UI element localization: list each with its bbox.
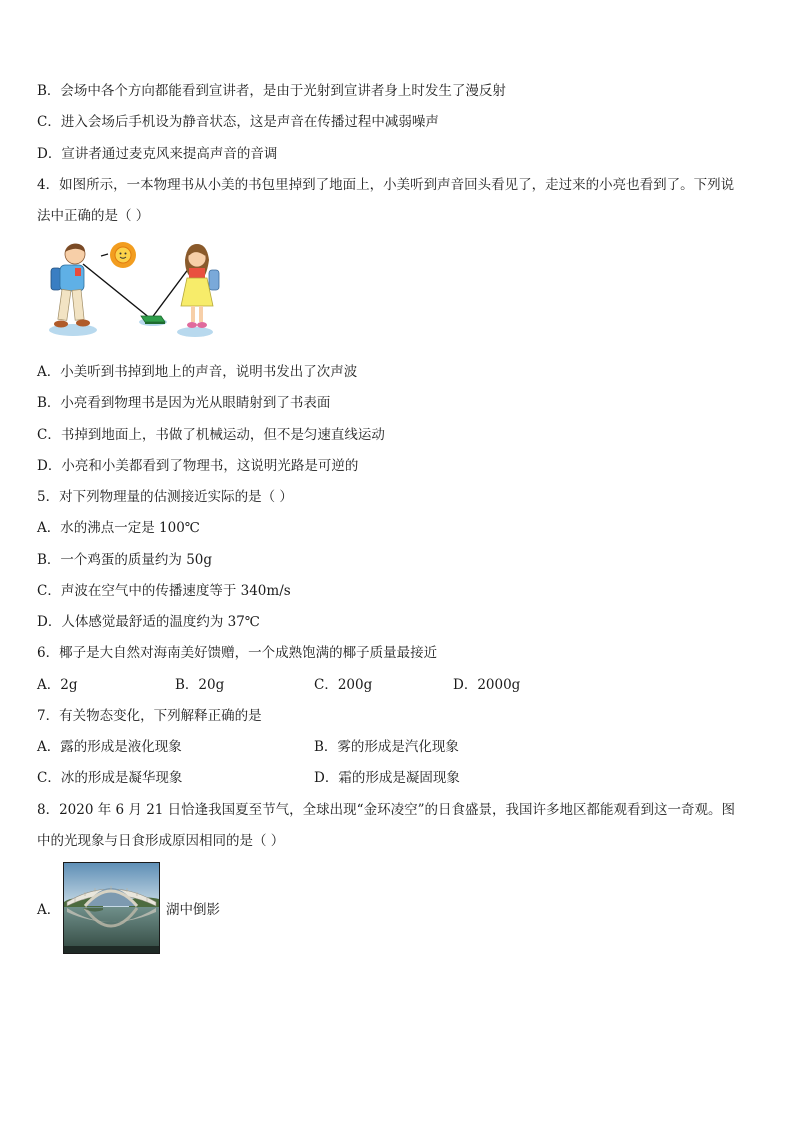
boy-figure	[51, 244, 90, 328]
q7-option-b: B．雾的形成是汽化现象	[314, 739, 459, 755]
q4-illustration	[45, 240, 229, 342]
q7-options-row-1	[37, 737, 761, 757]
q4-stem-line2: 法中正确的是（ ）	[37, 208, 150, 224]
q8-option-a-photo	[63, 862, 160, 954]
q4-option-c: C．书掉到地面上，书做了机械运动，但不是匀速直线运动	[37, 427, 385, 443]
q5-option-c: C．声波在空气中的传播速度等于 340m/s	[37, 583, 291, 599]
q3-option-c: C．进入会场后手机设为静音状态，这是声音在传播过程中减弱噪声	[37, 114, 439, 130]
q4-option-b: B．小亮看到物理书是因为光从眼睛射到了书表面	[37, 395, 331, 411]
q6-option-c: C．200g	[314, 677, 373, 693]
q6-option-a: A．2g	[37, 677, 78, 693]
q4-option-a: A．小美听到书掉到地上的声音，说明书发出了次声波	[37, 364, 358, 380]
q7-option-c: C．冰的形成是凝华现象	[37, 770, 183, 786]
q4-stem-line1: 4．如图所示，一本物理书从小美的书包里掉到了地面上，小美听到声音回头看见了，走过来的小亮也看到了。下列说	[37, 177, 735, 193]
q6-option-d: D．2000g	[453, 677, 521, 693]
q5-option-a: A．水的沸点一定是 100℃	[37, 520, 200, 536]
q6-options-row	[37, 675, 761, 695]
girl-shadow	[177, 327, 213, 337]
q8-stem-line2: 中的光现象与日食形成原因相同的是（ ）	[37, 833, 285, 849]
ray-boy-to-book	[83, 264, 151, 319]
q3-option-b: B．会场中各个方向都能看到宣讲者，是由于光射到宣讲者身上时发生了漫反射	[37, 83, 506, 99]
q4-option-d: D．小亮和小美都看到了物理书，这说明光路是可逆的	[37, 458, 359, 474]
q5-option-b: B．一个鸡蛋的质量约为 50g	[37, 552, 213, 568]
q6-option-b: B．20g	[175, 677, 225, 693]
q6-stem: 6．椰子是大自然对海南美好馈赠，一个成熟饱满的椰子质量最接近	[37, 645, 438, 661]
q7-options-row-2	[37, 768, 761, 788]
bridge-reflection-photo	[63, 862, 160, 954]
q7-option-a: A．露的形成是液化现象	[37, 739, 182, 755]
students-book-illustration	[45, 240, 229, 342]
q7-option-d: D．霜的形成是凝固现象	[314, 770, 460, 786]
girl-figure	[181, 244, 219, 328]
q3-option-d: D．宣讲者通过麦克风来提高声音的音调	[37, 146, 278, 162]
q5-option-d: D．人体感觉最舒适的温度约为 37℃	[37, 614, 260, 630]
q8-option-a-label: 湖中倒影	[166, 902, 220, 918]
sun-icon	[110, 242, 136, 268]
q7-stem: 7．有关物态变化，下列解释正确的是	[37, 708, 262, 724]
ray-sun-line	[101, 254, 108, 256]
q5-stem: 5．对下列物理量的估测接近实际的是（ ）	[37, 489, 293, 505]
q8-option-a-letter: A．	[37, 902, 61, 918]
q8-stem-line1: 8．2020 年 6 月 21 日恰逢我国夏至节气，全球出现“金环凌空”的日食盛景，我国许多地区都能观看到这一奇观。图	[37, 802, 735, 818]
